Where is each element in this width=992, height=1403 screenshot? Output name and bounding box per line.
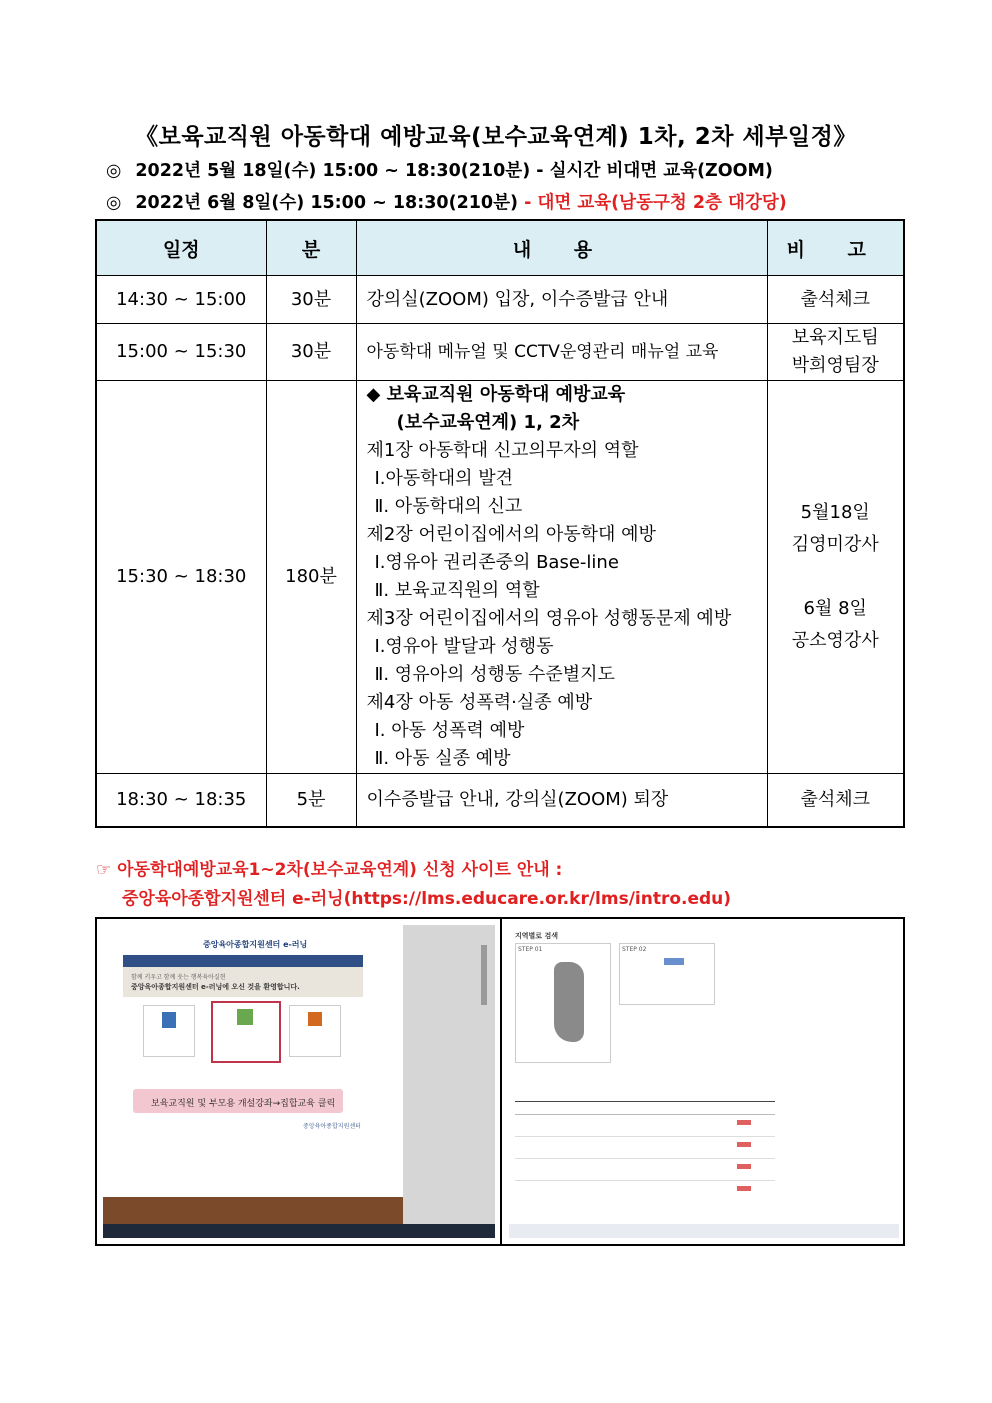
folder-icon — [237, 1009, 253, 1025]
status-badge[interactable] — [737, 1186, 751, 1191]
note-line: 김영미강사 — [791, 534, 879, 555]
site-navbar — [123, 955, 363, 967]
row-note: 출석체크 — [767, 276, 904, 324]
schedule-line-2 — [106, 189, 787, 214]
content-line: Ⅱ. 영유아의 성행동 수준별지도 — [374, 664, 615, 685]
status-badge[interactable] — [737, 1142, 751, 1147]
welcome-line-1: 함께 키우고 함께 웃는 행복육아실현 — [131, 974, 226, 981]
table-row — [96, 276, 904, 324]
site-logo: 중앙육아종합지원센터 e-러닝 — [203, 940, 308, 949]
row-note: 출석체크 — [767, 774, 904, 827]
row-content — [356, 381, 767, 774]
schedule-text: 2022년 5월 18일(수) 15:00 ~ 18:30(210분) - 실시간 비대면 교육(ZOOM) — [135, 161, 773, 181]
search-heading: 지역별로 검색 — [515, 932, 559, 940]
content-line: 제2장 어린이집에서의 아동학대 예방 — [366, 524, 656, 545]
status-badge[interactable] — [737, 1120, 751, 1125]
circle-mark-icon: ◎ — [106, 161, 122, 181]
row-content: 강의실(ZOOM) 입장, 이수증발급 안내 — [356, 276, 767, 324]
callout-text: 보육교직원 및 부모용 개설강좌→집합교육 클릭 — [151, 1099, 336, 1109]
selected-option[interactable] — [664, 958, 684, 965]
table-header-row — [96, 220, 904, 276]
schedule-text: 2022년 6월 8일(수) 15:00 ~ 18:30(210분) — [135, 193, 519, 213]
frame-divider — [500, 919, 502, 1244]
schedule-line-1 — [106, 157, 773, 182]
row-minutes: 180분 — [266, 381, 356, 774]
welcome-line-2: 중앙육아종합지원센터 e-러닝에 오신 것을 환영합니다. — [131, 983, 300, 991]
content-line: 제3장 어린이집에서의 영유아 성행동문제 예방 — [366, 608, 732, 629]
header-content: 내 용 — [356, 220, 767, 276]
guide-line-1: ☞ 아동학대예방교육1~2차(보수교육연계) 신청 사이트 안내 : — [96, 860, 563, 880]
content-line: 제1장 아동학대 신고의무자의 역할 — [366, 440, 639, 461]
content-line: Ⅱ. 아동학대의 신고 — [374, 496, 523, 517]
table-row — [96, 381, 904, 774]
table-row — [96, 324, 904, 381]
step2-panel — [619, 943, 715, 1005]
screenshots-frame — [95, 917, 905, 1246]
guide-line-2[interactable]: 중앙육아종합지원센터 e-러닝(https://lms.educare.or.kr/lms/intro.edu) — [122, 889, 732, 909]
schedule-table — [95, 219, 905, 828]
footer-logo: 중앙육아종합지원센터 — [303, 1123, 361, 1130]
step1-panel — [515, 943, 611, 1063]
menu-card-3[interactable] — [289, 1005, 341, 1057]
schedule-highlight: - 대면 교육(남동구청 2층 대강당) — [524, 193, 787, 213]
site-guide — [96, 856, 731, 914]
house-icon — [308, 1012, 322, 1026]
taskbar — [509, 1224, 899, 1238]
korea-map-icon[interactable] — [554, 962, 584, 1042]
row-time: 14:30 ~ 15:00 — [96, 276, 266, 324]
row-minutes: 30분 — [266, 324, 356, 381]
row-minutes: 5분 — [266, 774, 356, 827]
note-spacer — [768, 561, 904, 593]
note-line: 박희영팀장 — [791, 355, 879, 376]
content-line: 제4장 아동 성폭력·실종 예방 — [366, 692, 593, 713]
table-row — [96, 774, 904, 827]
content-line: Ⅱ. 아동 실종 예방 — [374, 748, 511, 769]
header-note: 비 고 — [767, 220, 904, 276]
note-line: 공소영강사 — [791, 630, 879, 651]
row-time: 15:00 ~ 15:30 — [96, 324, 266, 381]
menu-card-1[interactable] — [143, 1005, 195, 1057]
book-icon — [162, 1012, 176, 1028]
content-line: Ⅰ.영유아 발달과 성행동 — [374, 636, 554, 657]
content-line: Ⅱ. 보육교직원의 역할 — [374, 580, 540, 601]
page-title: 《보육교직원 아동학대 예방교육(보수교육연계) 1차, 2차 세부일정》 — [135, 124, 857, 150]
content-line: ◆ 보육교직원 아동학대 예방교육 — [366, 384, 626, 405]
screenshot-left — [103, 925, 495, 1238]
note-line: 5월18일 — [800, 502, 870, 523]
taskbar — [103, 1224, 495, 1238]
row-content: 아동학대 메뉴얼 및 CCTV운영관리 매뉴얼 교육 — [356, 324, 767, 381]
note-line: 6월 8일 — [803, 598, 867, 619]
row-time: 18:30 ~ 18:35 — [96, 774, 266, 827]
results-table — [515, 1101, 775, 1202]
screenshot-right — [509, 925, 899, 1238]
step2-label: STEP 02 — [622, 946, 647, 953]
menu-card-2-highlight[interactable] — [211, 1001, 281, 1063]
header-date: 일정 — [96, 220, 266, 276]
content-line: Ⅰ.영유아 권리존중의 Base-line — [374, 552, 619, 573]
note-line: 보육지도팀 — [791, 327, 879, 348]
step1-label: STEP 01 — [518, 946, 543, 953]
row-time: 15:30 ~ 18:30 — [96, 381, 266, 774]
status-badge[interactable] — [737, 1164, 751, 1169]
content-line: Ⅰ.아동학대의 발견 — [374, 468, 513, 489]
content-line: (보수교육연계) 1, 2차 — [396, 412, 580, 433]
circle-mark-icon: ◎ — [106, 193, 122, 213]
row-note — [767, 381, 904, 774]
scrollbar[interactable] — [481, 945, 487, 1005]
row-minutes: 30분 — [266, 276, 356, 324]
bottom-strip — [103, 1197, 403, 1224]
row-note — [767, 324, 904, 381]
content-line: Ⅰ. 아동 성폭력 예방 — [374, 720, 525, 741]
row-content: 이수증발급 안내, 강의실(ZOOM) 퇴장 — [356, 774, 767, 827]
header-minutes: 분 — [266, 220, 356, 276]
